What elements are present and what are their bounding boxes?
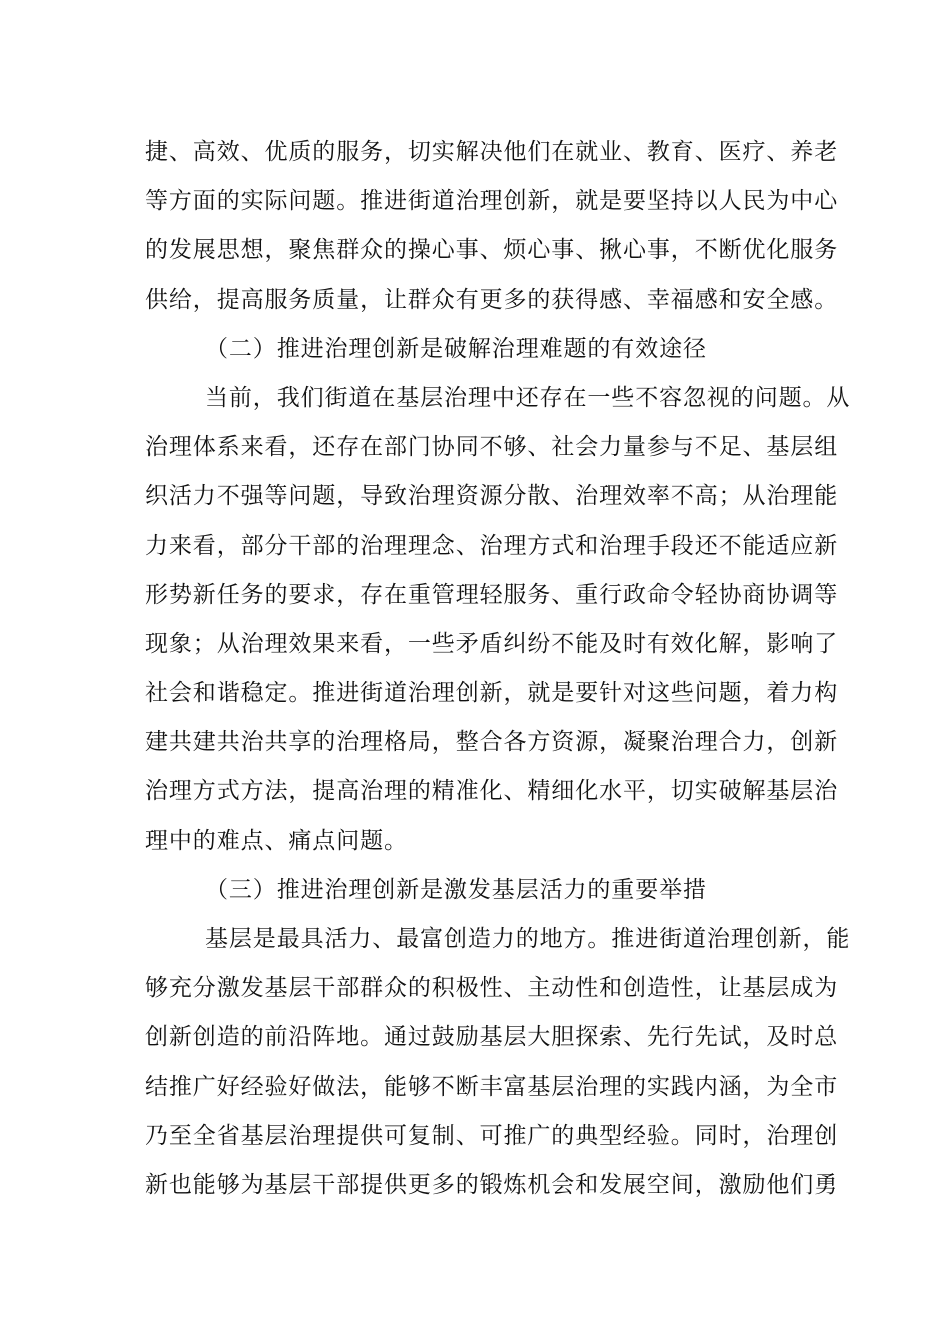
text-line: 捷、高效、优质的服务，切实解决他们在就业、教育、医疗、养老 — [145, 139, 839, 165]
text-line: 社会和谐稳定。推进街道治理创新，就是要针对这些问题，着力构 — [145, 680, 839, 707]
text-line: 结推广好经验好做法，能够不断丰富基层治理的实践内涵，为全市 — [145, 1073, 839, 1100]
text-line: 的发展思想，聚焦群众的操心事、烦心事、揪心事，不断优化服务 — [145, 237, 839, 264]
text-line: 当前，我们街道在基层治理中还存在一些不容忽视的问题。从 — [205, 384, 851, 411]
text-line: 新也能够为基层干部提供更多的锻炼机会和发展空间，激励他们勇 — [145, 1171, 839, 1198]
text-line: 治理方式方法，提高治理的精准化、精细化水平，切实破解基层治 — [145, 778, 839, 805]
section-heading-2: （二）推进治理创新是破解治理难题的有效途径 — [205, 335, 707, 362]
document-body — [145, 128, 851, 1210]
text-line: 供给，提高服务质量，让群众有更多的获得感、幸福感和安全感。 — [145, 286, 839, 313]
text-line: 创新创造的前沿阵地。通过鼓励基层大胆探索、先行先试，及时总 — [145, 1024, 839, 1051]
text-line: 等方面的实际问题。推进街道治理创新，就是要坚持以人民为中心 — [145, 188, 839, 215]
text-line: 形势新任务的要求，存在重管理轻服务、重行政命令轻协商协调等 — [145, 581, 839, 608]
text-line: 乃至全省基层治理提供可复制、可推广的典型经验。同时，治理创 — [145, 1122, 839, 1149]
text-line: 织活力不强等问题，导致治理资源分散、治理效率不高；从治理能 — [145, 483, 839, 510]
text-line: 现象；从治理效果来看，一些矛盾纠纷不能及时有效化解，影响了 — [145, 630, 839, 657]
text-line: 基层是最具活力、最富创造力的地方。推进街道治理创新，能 — [205, 926, 851, 952]
section-heading-3: （三）推进治理创新是激发基层活力的重要举措 — [205, 876, 707, 903]
text-line: 治理体系来看，还存在部门协同不够、社会力量参与不足、基层组 — [145, 434, 839, 461]
text-line: 建共建共治共享的治理格局，整合各方资源，凝聚治理合力，创新 — [145, 729, 839, 756]
text-line: 够充分激发基层干部群众的积极性、主动性和创造性，让基层成为 — [145, 975, 839, 1002]
text-line: 力来看，部分干部的治理理念、治理方式和治理手段还不能适应新 — [145, 532, 839, 559]
text-line: 理中的难点、痛点问题。 — [145, 827, 408, 854]
